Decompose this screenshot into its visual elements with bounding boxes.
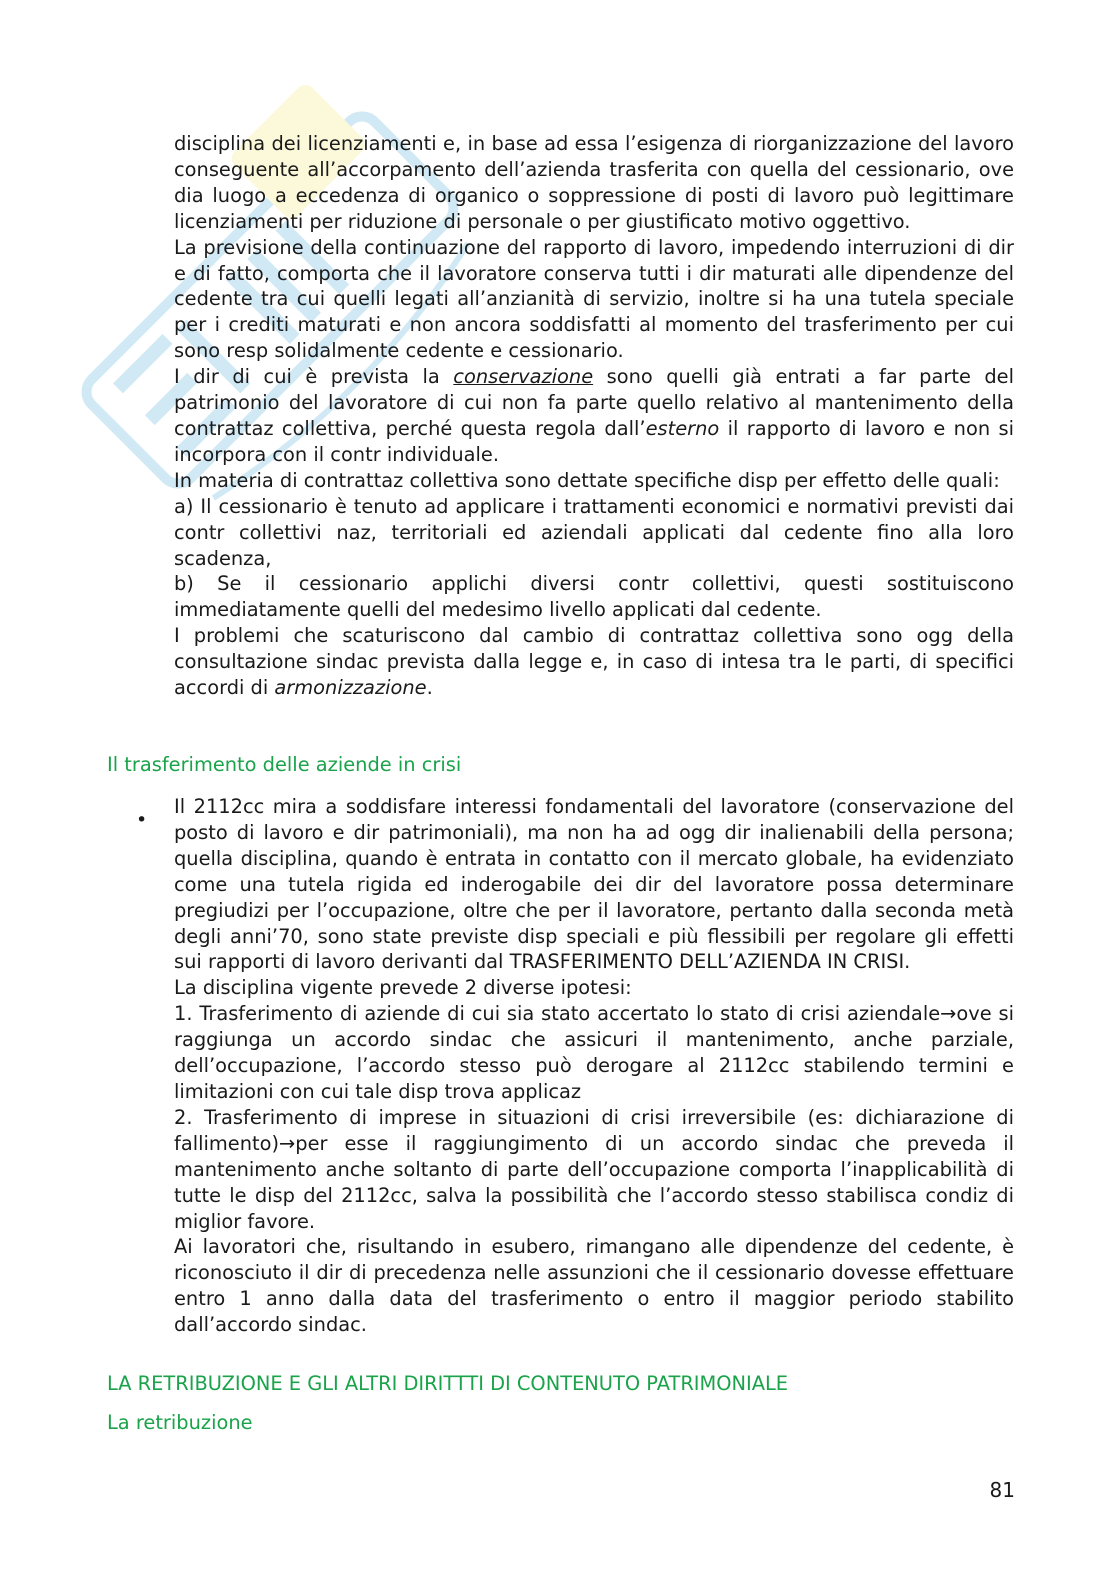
paragraph: I problemi che scaturiscono dal cambio di contrattaz collettiva sono ogg della consultazione sindac prevista dalla legge e, in caso di intesa tra le parti, di specifici accordi di armonizzazione. bbox=[174, 624, 1014, 700]
paragraph: La previsione della continuazione del rapporto di lavoro, impedendo interruzioni di dir e di fatto, comporta che il lavoratore conserva tutti i dir maturati alle dipendenze del cedente tra cui quelli legati all’anzianità di servizio, inoltre si ha una tutela speciale per i crediti maturati e non ancora soddisfatti al momento del trasferimento per cui sono resp solidalmente cedente e cessionario. bbox=[174, 235, 1014, 363]
list-item: b) Se il cessionario applichi diversi contr collettivi, questi sostituiscono immediatamente quelli del medesimo livello applicati dal cedente. bbox=[174, 572, 1014, 622]
page-number: 81 bbox=[989, 1478, 1015, 1502]
list-item: a) Il cessionario è tenuto ad applicare i trattamenti economici e normativi previsti dai contr collettivi naz, territoriali ed aziendali applicati dal cedente fino alla loro scadenza, bbox=[174, 494, 1014, 570]
paragraph: I dir di cui è prevista la conservazione sono quelli già entrati a far parte del patrimonio del lavoratore di cui non fa parte quello relativo al mantenimento della contrattaz collettiva, perché questa regola dall’esterno il rapporto di lavoro e non si incorpora con il contr individuale. bbox=[174, 365, 1014, 466]
section-heading-aziende-crisi: Il trasferimento delle aziende in crisi bbox=[107, 753, 462, 776]
chapter-heading-retribuzione: LA RETRIBUZIONE E GLI ALTRI DIRITTTI DI CONTENUTO PATRIMONIALE bbox=[107, 1372, 789, 1395]
emphasis-esterno: esterno bbox=[645, 416, 720, 440]
emphasis-conservazione: conservazione bbox=[453, 365, 594, 389]
list-item: 1. Trasferimento di aziende di cui sia stato accertato lo stato di crisi aziendale→ove si raggiunga un accordo sindac che assicuri il mantenimento, anche parziale, dell’occupazione, l’accordo stesso può derogare al 2112cc stabilendo termini e limitazioni con cui tale disp trova applicaz bbox=[174, 1002, 1014, 1103]
bullet-icon: • bbox=[136, 809, 148, 831]
crisis-transfer-text bbox=[174, 794, 1014, 1338]
section-heading-retribuzione: La retribuzione bbox=[107, 1411, 253, 1434]
paragraph: Ai lavoratori che, risultando in esubero, rimangano alle dipendenze del cedente, è riconosciuto il dir di precedenza nelle assunzioni che il cessionario dovesse effettuare entro 1 anno dalla data del trasferimento o entro il maggior periodo stabilito dall’accordo sindac. bbox=[174, 1235, 1014, 1337]
paragraph: La disciplina vigente prevede 2 diverse ipotesi: bbox=[174, 976, 632, 1000]
emphasis-armonizzazione: armonizzazione bbox=[274, 676, 427, 700]
paragraph: disciplina dei licenziamenti e, in base ad essa l’esigenza di riorganizzazione del lavoro conseguente all’accorpamento dell’azienda trasferita con quella del cessionario, ove dia luogo a eccedenza di organico o soppressione di posti di lavoro può legittimare licenziamenti per riduzione di personale o per giustificato motivo oggettivo. bbox=[174, 132, 1014, 233]
paragraph: Il 2112cc mira a soddisfare interessi fondamentali del lavoratore (conservazione del posto di lavoro e dir patrimoniali), ma non ha ad ogg dir inalienabili della persona; quella disciplina, quando è entrata in contatto con il mercato globale, ha evidenziato come una tutela rigida ed inderogabile dei dir del lavoratore possa determinare pregiudizi per l’occupazione, oltre che per il lavoratore, pertanto dalla seconda metà degli anni’70, sono state previste disp speciali e più flessibili per regolare gli effetti sui rapporti di lavoro derivanti dal TRASFERIMENTO DELL’AZIENDA IN CRISI. bbox=[174, 795, 1014, 974]
list-item: 2. Trasferimento di imprese in situazioni di crisi irreversibile (es: dichiarazione di fallimento)→per esse il raggiungimento di un accordo sindac che preveda il mantenimento anche soltanto di parte dell’occupazione comporta l’inapplicabilità di tutte le disp del 2112cc, salva la possibilità che l’accordo stesso stabilisca condiz di miglior favore. bbox=[174, 1105, 1014, 1233]
transfer-continuation-text bbox=[174, 131, 1014, 701]
paragraph: In materia di contrattaz collettiva sono dettate specifiche disp per effetto delle quali: bbox=[174, 468, 1000, 492]
